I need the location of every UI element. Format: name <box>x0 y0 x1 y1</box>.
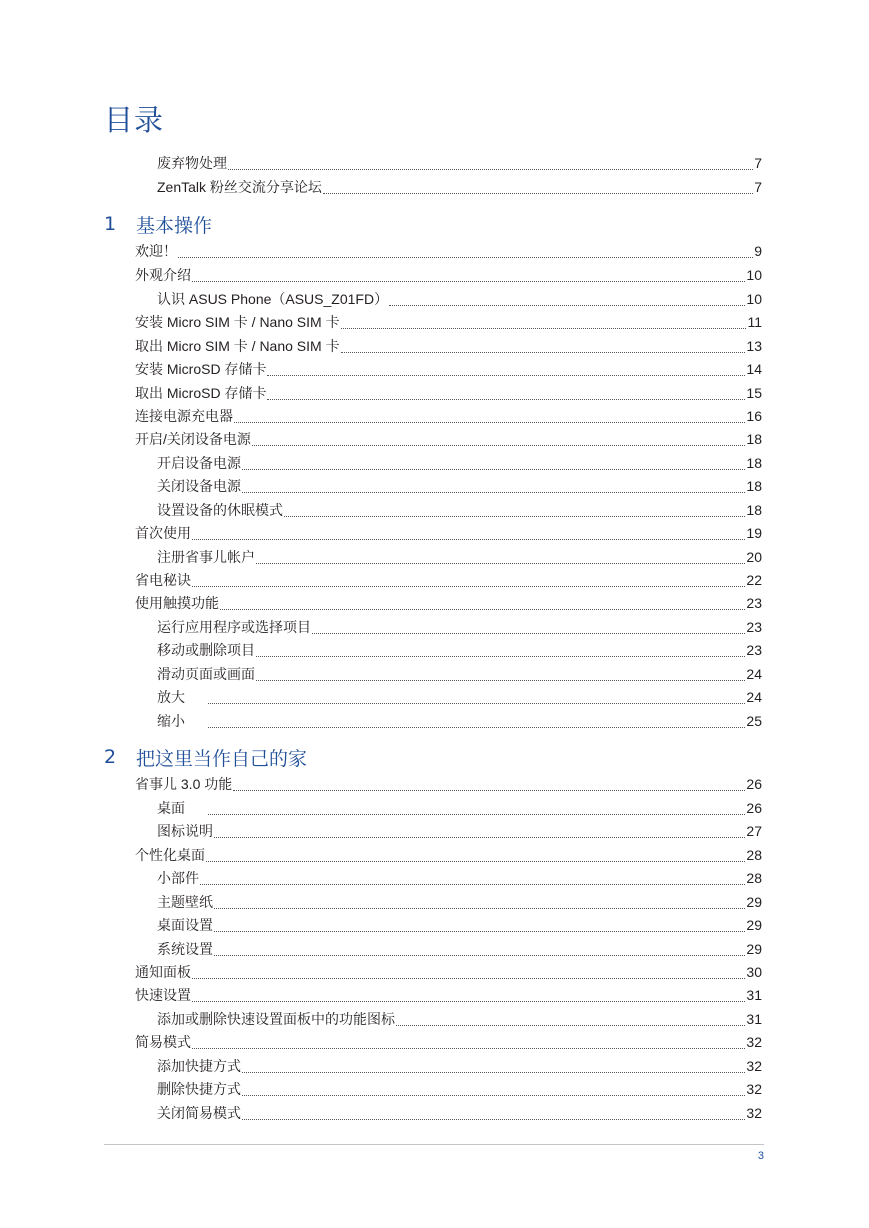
page-number: 3 <box>757 1150 764 1162</box>
toc-page-number: 18 <box>746 455 762 471</box>
toc-entry-title: 外观介绍 <box>135 267 191 283</box>
toc-entry[interactable] <box>157 1055 762 1077</box>
toc-leader <box>192 539 745 540</box>
toc-page-number: 15 <box>746 385 762 401</box>
toc-entry[interactable] <box>135 773 762 795</box>
toc-entry-title: 缩小 <box>157 713 185 729</box>
toc-page-number: 13 <box>746 338 762 354</box>
toc-page-number: 26 <box>746 800 762 816</box>
toc-page-number: 7 <box>754 179 762 195</box>
toc-page-number: 23 <box>746 642 762 658</box>
toc-page-number: 9 <box>754 243 762 259</box>
toc-page-number: 30 <box>746 964 762 980</box>
toc-leader <box>256 656 745 657</box>
toc-entry-title: 删除快捷方式 <box>157 1081 241 1097</box>
toc-entry-title: 运行应用程序或选择项目 <box>157 619 311 635</box>
toc-entry-title: 系统设置 <box>157 941 213 957</box>
toc-leader <box>256 680 745 681</box>
toc-entry-title: 取出 MicroSD 存储卡 <box>135 385 267 401</box>
toc-leader <box>242 469 745 470</box>
chapter-title: 基本操作 <box>136 214 213 237</box>
toc-leader <box>341 328 747 329</box>
chapter-number: 2 <box>104 746 117 768</box>
toc-page-number: 26 <box>746 776 762 792</box>
toc-leader <box>214 837 745 838</box>
toc-entry-title: 安装 MicroSD 存储卡 <box>135 361 267 377</box>
toc-leader <box>323 193 753 194</box>
toc-entry[interactable] <box>135 335 762 357</box>
toc-entry-title: 取出 Micro SIM 卡 / Nano SIM 卡 <box>135 338 340 354</box>
toc-entry[interactable] <box>157 891 762 913</box>
toc-page-number: 29 <box>746 917 762 933</box>
toc-entry-title: 桌面 <box>157 800 185 816</box>
page-title: 目录 <box>104 103 165 137</box>
toc-entry-title: 关闭简易模式 <box>157 1105 241 1121</box>
toc-entry[interactable] <box>157 176 762 198</box>
toc-entry[interactable] <box>135 592 762 614</box>
toc-entry-title: 主题壁纸 <box>157 894 213 910</box>
toc-entry-title: 设置设备的休眠模式 <box>157 502 283 518</box>
toc-page-number: 11 <box>747 314 762 330</box>
toc-page-number: 18 <box>746 478 762 494</box>
toc-leader <box>200 884 745 885</box>
chapter-heading[interactable] <box>104 210 212 238</box>
toc-page-number: 18 <box>746 502 762 518</box>
toc-leader <box>208 727 745 728</box>
toc-page-number: 24 <box>746 689 762 705</box>
toc-leader <box>192 586 745 587</box>
toc-leader <box>208 814 745 815</box>
toc-entry-title: 桌面设置 <box>157 917 213 933</box>
toc-entry-title: 图标说明 <box>157 823 213 839</box>
toc-leader <box>267 375 745 376</box>
toc-leader <box>267 399 745 400</box>
toc-entry[interactable] <box>157 914 762 936</box>
toc-leader <box>192 1048 745 1049</box>
toc-entry[interactable] <box>157 1102 762 1124</box>
toc-page-number: 10 <box>746 291 762 307</box>
toc-entry-title: 认识 ASUS Phone（ASUS_Z01FD） <box>157 291 389 307</box>
toc-leader <box>192 1001 745 1002</box>
toc-entry[interactable] <box>157 499 762 521</box>
toc-leader <box>220 609 745 610</box>
toc-page-number: 31 <box>746 987 762 1003</box>
toc-page-number: 14 <box>746 361 762 377</box>
toc-entry-title: 开启/关闭设备电源 <box>135 431 251 447</box>
toc-entry-title: 连接电源充电器 <box>135 408 233 424</box>
toc-leader <box>256 563 745 564</box>
toc-leader <box>389 305 745 306</box>
toc-page-number: 32 <box>746 1105 762 1121</box>
toc-entry-title: 省事儿 3.0 功能 <box>135 776 233 792</box>
toc-leader <box>192 281 745 282</box>
toc-leader <box>214 931 745 932</box>
toc-entry[interactable] <box>135 569 762 591</box>
toc-entry-title: 欢迎！ <box>135 243 177 259</box>
toc-entry[interactable] <box>135 844 762 866</box>
toc-entry-title: 小部件 <box>157 870 199 886</box>
toc-page-number: 29 <box>746 941 762 957</box>
toc-entry-title: 使用触摸功能 <box>135 595 219 611</box>
toc-entry[interactable] <box>157 639 762 661</box>
toc-page-number: 25 <box>746 713 762 729</box>
toc-entry-title: 首次使用 <box>135 525 191 541</box>
toc-entry[interactable] <box>157 797 762 819</box>
toc-entry[interactable] <box>157 1008 762 1030</box>
toc-page-number: 20 <box>746 549 762 565</box>
toc-entry[interactable] <box>157 452 762 474</box>
toc-entry[interactable] <box>135 264 762 286</box>
toc-entry-title: 移动或删除项目 <box>157 642 255 658</box>
toc-leader <box>242 1095 745 1096</box>
toc-entry[interactable] <box>135 311 762 333</box>
toc-page-number: 16 <box>746 408 762 424</box>
toc-leader <box>396 1025 745 1026</box>
chapter-number: 1 <box>104 213 117 235</box>
toc-leader <box>206 861 745 862</box>
toc-page-number: 19 <box>746 525 762 541</box>
toc-page-number: 28 <box>746 847 762 863</box>
toc-entry[interactable] <box>157 546 762 568</box>
toc-entry[interactable] <box>157 152 762 174</box>
toc-leader <box>178 257 753 258</box>
chapter-heading[interactable] <box>104 743 307 771</box>
toc-entry[interactable] <box>157 867 762 889</box>
toc-leader <box>341 352 746 353</box>
toc-leader <box>234 422 745 423</box>
toc-entry[interactable] <box>135 382 762 404</box>
toc-entry[interactable] <box>135 428 762 450</box>
toc-entry-title: 关闭设备电源 <box>157 478 241 494</box>
toc-entry-title: 快速设置 <box>135 987 191 1003</box>
toc-page-number: 29 <box>746 894 762 910</box>
toc-page-number: 7 <box>754 155 762 171</box>
toc-page-number: 31 <box>746 1011 762 1027</box>
toc-entry[interactable] <box>135 1031 762 1053</box>
toc-entry[interactable] <box>135 405 762 427</box>
toc-page-number: 24 <box>746 666 762 682</box>
toc-entry[interactable] <box>157 616 762 638</box>
toc-entry-title: 滑动页面或画面 <box>157 666 255 682</box>
toc-leader <box>242 1119 745 1120</box>
toc-entry-title: ZenTalk 粉丝交流分享论坛 <box>157 179 322 195</box>
toc-leader <box>228 169 753 170</box>
toc-entry-title: 注册省事儿帐户 <box>157 549 255 565</box>
toc-leader <box>233 790 745 791</box>
toc-page-number: 27 <box>746 823 762 839</box>
toc-leader <box>312 633 745 634</box>
toc-entry[interactable] <box>157 710 762 732</box>
toc-entry[interactable] <box>135 358 762 380</box>
toc-entry-title: 添加或删除快速设置面板中的功能图标 <box>157 1011 395 1027</box>
toc-entry-title: 添加快捷方式 <box>157 1058 241 1074</box>
chapter-title: 把这里当作自己的家 <box>136 747 308 770</box>
toc-entry-title: 开启设备电源 <box>157 455 241 471</box>
toc-entry[interactable] <box>157 663 762 685</box>
toc-leader <box>242 492 745 493</box>
toc-page-number: 28 <box>746 870 762 886</box>
toc-entry[interactable] <box>135 984 762 1006</box>
toc-entry[interactable] <box>135 522 762 544</box>
toc-entry[interactable] <box>135 961 762 983</box>
toc-entry[interactable] <box>157 475 762 497</box>
toc-leader <box>284 516 745 517</box>
toc-leader <box>242 1072 745 1073</box>
toc-entry-title: 简易模式 <box>135 1034 191 1050</box>
toc-page-number: 18 <box>746 431 762 447</box>
toc-entry[interactable] <box>157 938 762 960</box>
toc-entry[interactable] <box>157 288 762 310</box>
toc-leader <box>192 978 745 979</box>
toc-leader <box>214 955 745 956</box>
toc-entry[interactable] <box>157 820 762 842</box>
toc-leader <box>252 445 746 446</box>
toc-entry-title: 放大 <box>157 689 185 705</box>
toc-entry[interactable] <box>157 1078 762 1100</box>
toc-leader <box>208 703 745 704</box>
toc-entry-title: 通知面板 <box>135 964 191 980</box>
toc-entry[interactable] <box>157 686 762 708</box>
toc-page-number: 32 <box>746 1034 762 1050</box>
toc-entry-title: 废弃物处理 <box>157 155 227 171</box>
toc-page-number: 32 <box>746 1081 762 1097</box>
toc-entry[interactable] <box>135 240 762 262</box>
toc-page-number: 23 <box>746 619 762 635</box>
footer-rule <box>104 1144 764 1145</box>
toc-entry-title: 安装 Micro SIM 卡 / Nano SIM 卡 <box>135 314 340 330</box>
toc-page-number: 10 <box>746 267 762 283</box>
toc-entry-title: 个性化桌面 <box>135 847 205 863</box>
toc-page-number: 32 <box>746 1058 762 1074</box>
toc-leader <box>214 908 745 909</box>
toc-page-number: 22 <box>746 572 762 588</box>
toc-page-number: 23 <box>746 595 762 611</box>
toc-entry-title: 省电秘诀 <box>135 572 191 588</box>
